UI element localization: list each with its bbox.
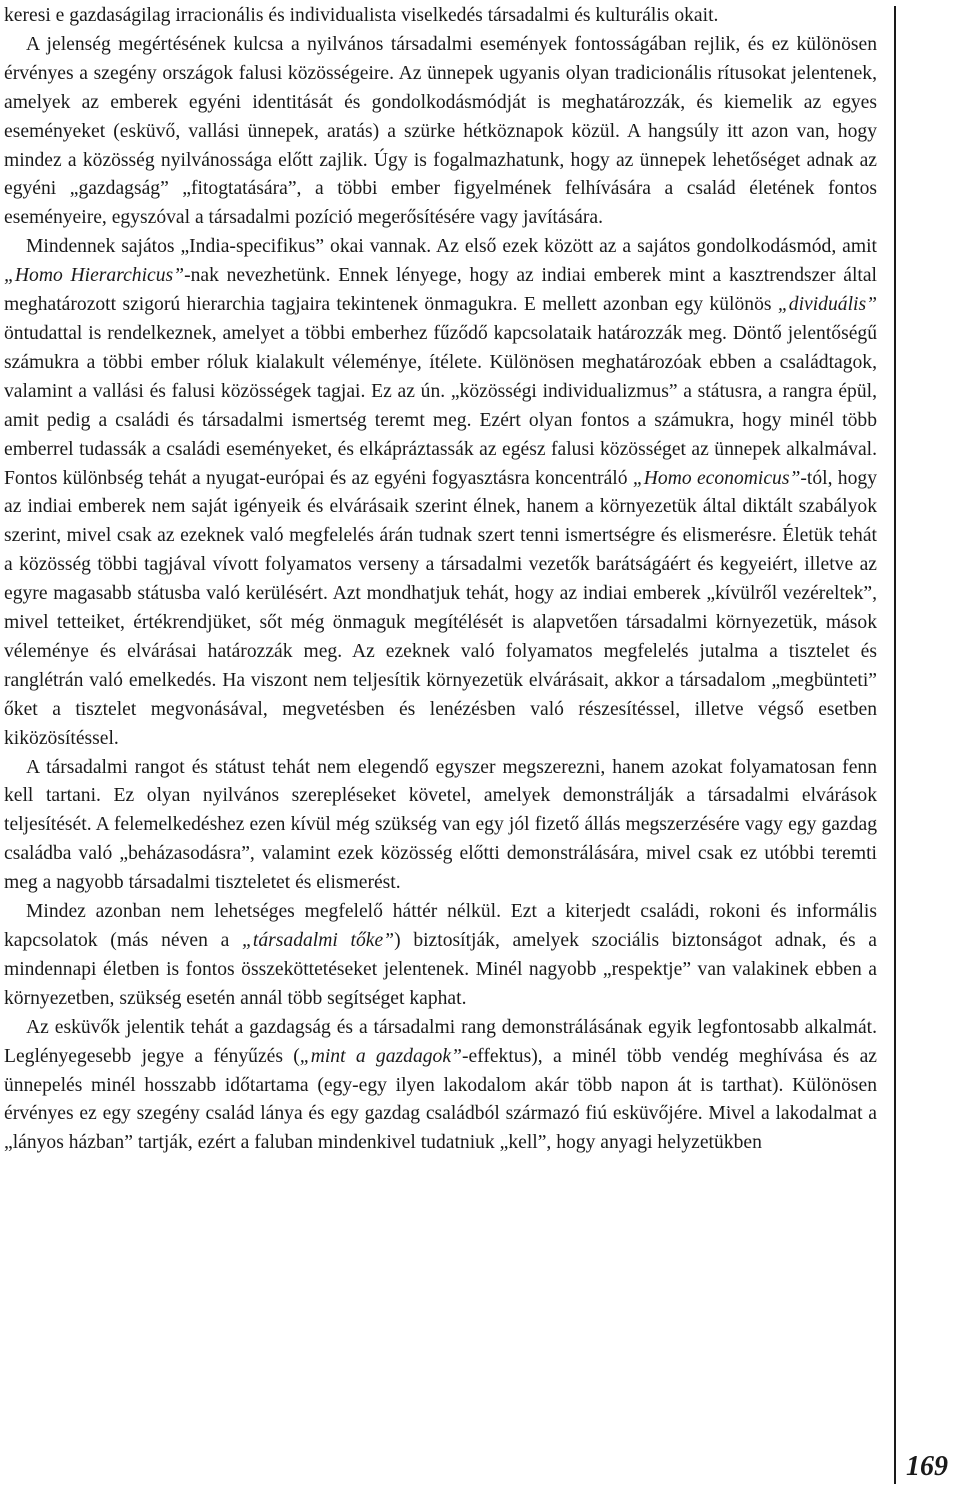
paragraph xyxy=(4,2,877,31)
text-run: öntudattal is rendelkeznek, amelyet a többi emberhez fűződő kapcsolataik határozzák meg. Döntő jelentőségű számukra a többi ember róluk kialakult véleménye, ítélete. Különösen meghatározóak ebben a családtagok, valamint a vallási és falusi közösségek tagjai. Ez az ún. „közösségi individualizmus” a státusra, a rangra épül, amit pedig a családi és társadalmi ismertség teremt meg. Ezért olyan fontos a számukra, hogy minél több emberrel tudassák a családi eseményeket, és elkápráztassák az egész falusi közösséget az ünnepek alkalmával. Fontos különbség tehát a nyugat-európai és az egyéni fogyasztásra koncentráló xyxy=(4,322,877,489)
text-run: -effektus), a minél több vendég meghívása és az ünnepelés minél hosszabb időtartama (egy-egy ilyen lakodalom akár több napon át is tarthat). Különösen érvényes ez egy szegény család lánya és egy gazdag családból származó fiú esküvőjére. Mivel a lakodalmat a „lányos házban” tartják, ezért a faluban mindenkivel tudatniuk „kell”, hogy anyagi helyzetükben xyxy=(4,1045,877,1154)
body-text xyxy=(4,2,877,1158)
italic-term: „dividuális” xyxy=(777,294,877,316)
paragraph xyxy=(4,31,877,233)
text-run: -nak nevezhetünk. Ennek lényege, hogy az indiai emberek mint a kasztrendszer által meghatározott szigorú hierarchia tagjaira tekintenek önmagukra. E mellett azonban egy különös xyxy=(4,265,877,316)
text-run: Mindez azonban nem lehetséges megfelelő háttér nélkül. Ezt a kiterjedt családi, rokoni és informális kapcsolatok (más néven a xyxy=(4,901,877,951)
paragraph xyxy=(4,233,877,753)
paragraph xyxy=(4,1014,877,1159)
text-run: Az esküvők jelentik tehát a gazdagság és a társadalmi rang demonstrálásának egyik legfontosabb alkalmát. Leglényegesebb jegye a fényűzés ( xyxy=(4,1016,877,1067)
text-run: keresi e gazdaságilag irracionális és individualista viselkedés társadalmi és kulturális okait. xyxy=(4,5,719,26)
margin-rule xyxy=(894,6,896,1484)
text-run: Mindennek sajátos „India-specifikus” okai vannak. Az első ezek között az a sajátos gondolkodásmód, amit xyxy=(26,236,877,258)
page-number: 169 xyxy=(906,1451,948,1482)
italic-term: „társadalmi tőke” xyxy=(242,930,395,951)
text-run: A jelenség megértésének kulcsa a nyilvános társadalmi események fontosságában rejlik, és ez különösen érvényes a szegény országok falusi közösségeire. Az ünnepek ugyanis olyan tradicionális rítusokat jelentenek, amelyek az emberek egyéni identitását és gondolkodásmódját is meghatározzák, és kiemelik az egyes eseményeket (esküvő, vallási ünnepek, aratás) a szürke hétköznapok közül. A hangsúly itt azon van, hogy mindez a közösség nyilvánossága előtt zajlik. Úgy is fogalmazhatunk, hogy az ünnepek lehetőséget adnak az egyéni „gazdagság” „fitogtatására”, a többi ember figyelmének felhívására a család életének fontos eseményeire, egyszóval a társadalmi pozíció megerősítésére vagy javítására. xyxy=(4,33,877,229)
italic-term: „mint a gazdagok” xyxy=(299,1045,462,1067)
italic-term: „Homo Hierarchicus” xyxy=(4,265,185,287)
text-run: ) biztosítják, amelyek szociális biztonságot adnak, és a mindennapi életben is fontos összeköttetéseket jelentenek. Minél nagyobb „respektje” van valakinek ebben a környezetben, szükség esetén annál több segítséget kaphat. xyxy=(4,930,877,1009)
text-run: -tól, hogy az indiai emberek nem saját igényeik és elvárásaik szerint élnek, hanem a környezetük által diktált szabályok szerint, mivel csak az ezeknek való megfelelés árán tudnak szert tenni ismertségre és elismerésre. Életük tehát a közösség többi tagjával vívott folyamatos verseny a társadalmi vezetők barátságáért és kegyeiért, illetve az egyre magasabb státusba való kerülésért. Azt mondhatjuk tehát, hogy az indiai emberek „kívülről vezéreltek”, mivel tetteiket, értékrendjüket, sőt még önmaguk megítélését is alapvetően társadalmi környezetük, mások véleménye és elvárásai határozzák meg. Az ezeknek való folyamatos megfelelés jutalma a tisztelet és ranglétrán való emelkedés. Ha viszont nem teljesítik környezetük elvárásait, akkor a társadalom „megbünteti” őket a tisztelet megvonásával, megvetésben és lenézésben való részesítéssel, illetve végső esetben kiközösítéssel. xyxy=(4,467,877,749)
text-run: A társadalmi rangot és státust tehát nem elegendő egyszer megszerezni, hanem azokat folyamatosan fenn kell tartani. Ez olyan nyilvános szerepléseket követel, amelyek demonstrálják a társadalmi elvárások teljesítését. A felemelkedéshez ezen kívül még szükség van egy jól fizető állás megszerzésére vagy egy gazdag családba való „beházasodásra”, valamint ezek közösség előtti demonstrálására, mivel csak ez utóbbi teremti meg a nagyobb társadalmi tiszteletet és elismerést. xyxy=(4,756,877,894)
paragraph xyxy=(4,898,877,1014)
italic-term: „Homo economicus” xyxy=(632,467,801,489)
paragraph xyxy=(4,754,877,899)
